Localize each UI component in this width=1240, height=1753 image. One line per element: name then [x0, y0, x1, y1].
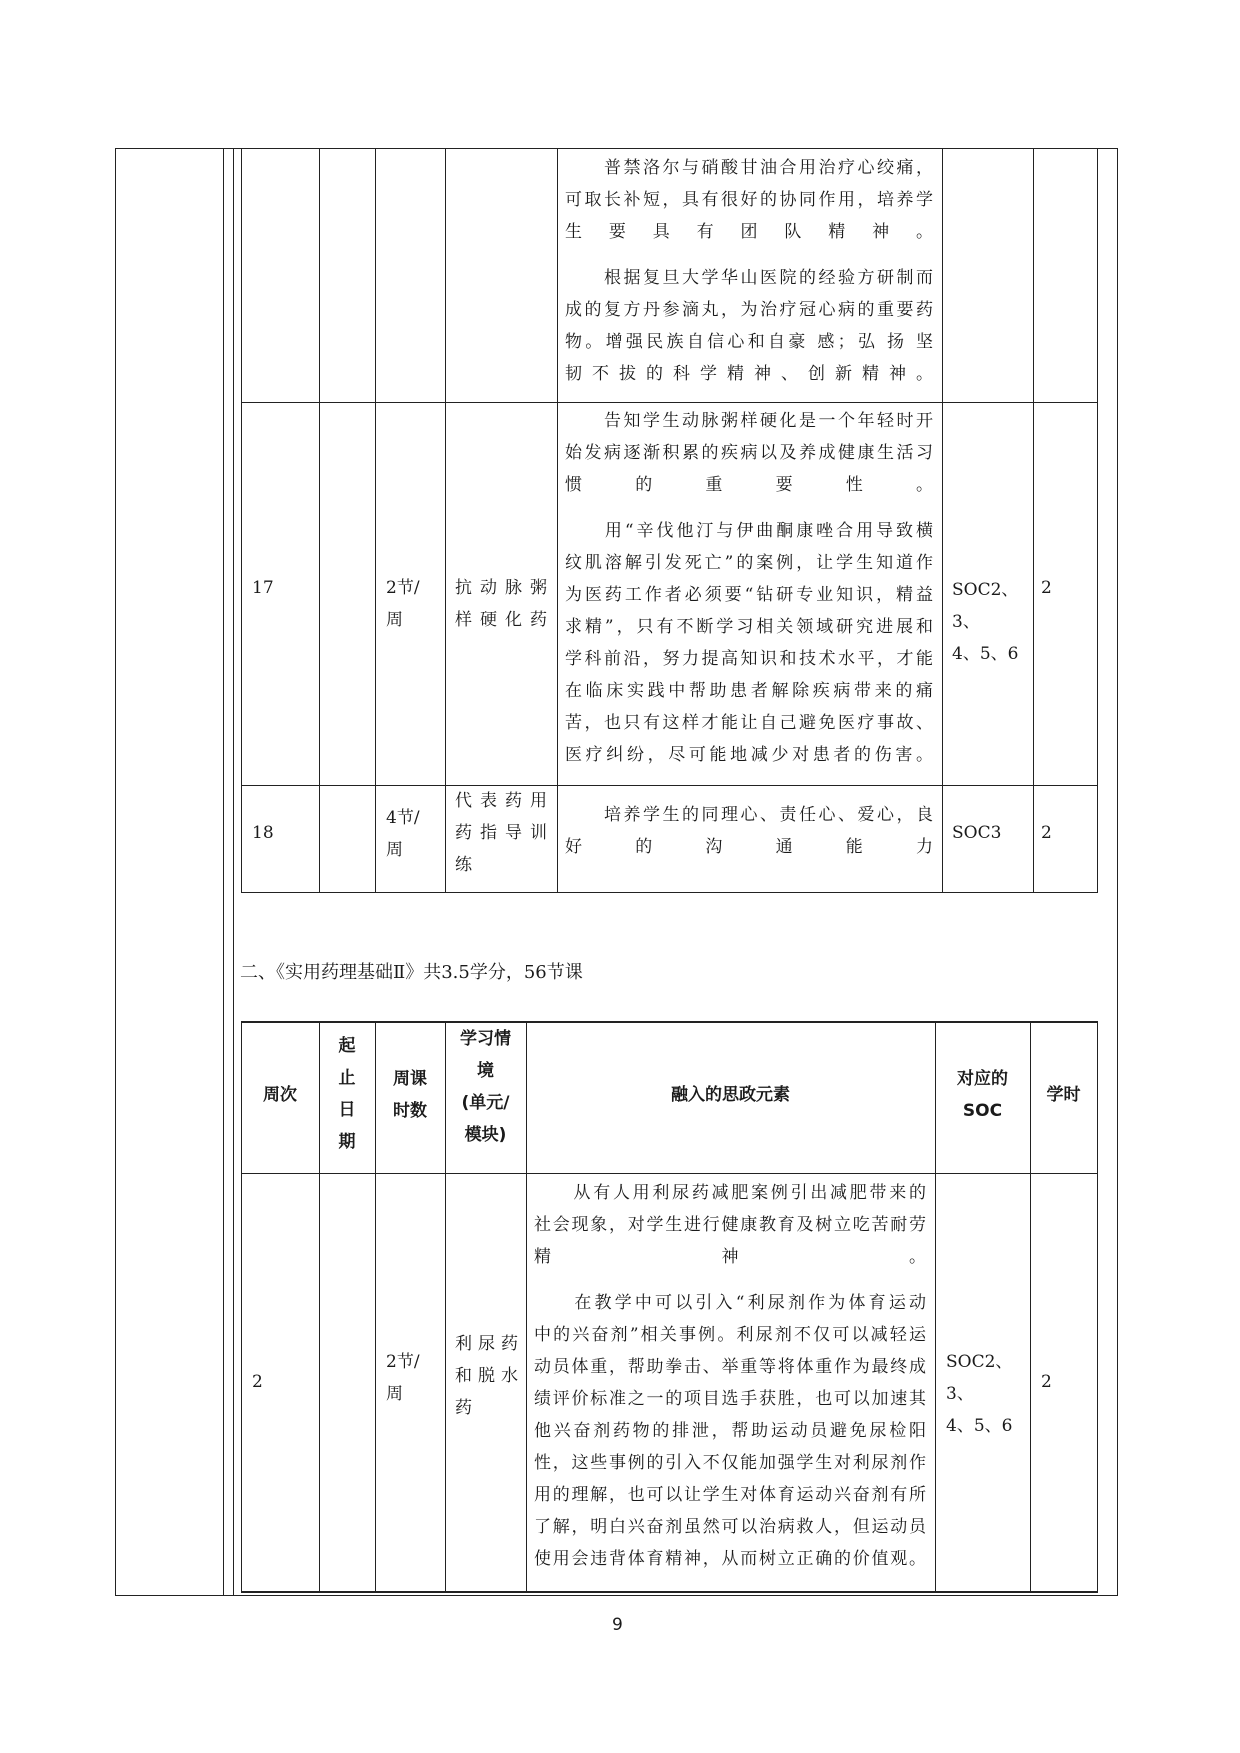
header-dates: 起 止 日 期 — [338, 1036, 356, 1152]
credit-hours-cell: 2 — [1041, 823, 1052, 843]
credit-hours-cell: 2 — [1041, 1372, 1052, 1392]
credit-hours-cell: 2 — [1041, 578, 1052, 598]
module-cell: 抗动脉粥 样硬化药 — [455, 578, 547, 630]
outer-frame-top — [115, 148, 1118, 149]
soc-cell: SOC3 — [952, 823, 1002, 843]
hours-per-week-cell: 4节/ 周 — [386, 808, 420, 860]
header-module: 学习情 境 (单元/ 模块) — [460, 1029, 511, 1145]
ideology-paragraph: 用“辛伐他汀与伊曲酮康唑合用导致横 纹肌溶解引发死亡”的案例，让学生知道作 为医药工作者必须要“钻研专业知识，精益 求精”，只有不断学习相关领域研究进展和 学科前沿，努力提高知识和技术水平，才能 在临床实践中帮助患者解除疾病带来的痛 苦，也只有这样才能让自己避免医疗事故、 医疗纠纷，尽可能地减少对患者的伤害。 — [565, 521, 933, 765]
week-cell: 17 — [252, 578, 274, 598]
ideology-paragraph: 从有人用利尿药减肥案例引出减肥带来的 社会现象，对学生进行健康教育及树立吃苦耐劳 精神。 — [534, 1183, 926, 1267]
module-cell: 利尿药 和脱水 药 — [455, 1334, 518, 1418]
soc-cell: SOC2、3、 4、5、6 — [946, 1352, 1013, 1436]
header-hours-per-week: 周课 时数 — [393, 1069, 427, 1121]
ideology-paragraph: 培养学生的同理心、责任心、爱心，良 好的沟通能力 — [565, 805, 933, 857]
section-heading: 二、《实用药理基础Ⅱ》共3.5学分，56节课 — [240, 962, 583, 983]
module-cell: 代表药用 药指导训 练 — [455, 791, 547, 875]
week-cell: 18 — [252, 823, 274, 843]
page-number: 9 — [612, 1615, 623, 1635]
hours-per-week-cell: 2节/ 周 — [386, 578, 420, 630]
header-week: 周次 — [263, 1085, 297, 1105]
outer-frame-divider-b — [233, 148, 234, 1596]
outer-frame-divider-a — [223, 148, 224, 1596]
outer-frame-right — [1117, 148, 1118, 1596]
header-soc: 对应的 SOC — [957, 1069, 1008, 1121]
outer-frame-bottom — [115, 1595, 1118, 1596]
ideology-paragraph: 普禁洛尔与硝酸甘油合用治疗心绞痛， 可取长补短，具有很好的协同作用，培养学 生要具有团队精神。 — [565, 158, 933, 242]
hours-per-week-cell: 2节/ 周 — [386, 1352, 420, 1404]
outer-frame-left — [115, 148, 116, 1596]
soc-cell: SOC2、3、 4、5、6 — [952, 580, 1019, 664]
ideology-paragraph: 在教学中可以引入“利尿剂作为体育运动 中的兴奋剂”相关事例。利尿剂不仅可以减轻运 动员体重，帮助拳击、举重等将体重作为最终成 绩评价标准之一的项目选手获胜，也可以加速其 他兴奋剂药物的排泄，帮助运动员避免尿检阳 性，这些事例的引入不仅能加强学生对利尿剂作 用的理解，也可以让学生对体育运动兴奋剂有所 了解，明白兴奋剂虽然可以治病救人，但运动员 使用会违背体育精神，从而树立正确的价值观。 — [534, 1293, 926, 1569]
ideology-paragraph: 告知学生动脉粥样硬化是一个年轻时开 始发病逐渐积累的疾病以及养成健康生活习 惯的重要性。 — [565, 411, 933, 495]
header-credit-hours: 学时 — [1046, 1085, 1081, 1105]
header-ideology-elements: 融入的思政元素 — [671, 1085, 790, 1105]
ideology-paragraph: 根据复旦大学华山医院的经验方研制而 成的复方丹参滴丸，为治疗冠心病的重要药 物。增强民族自信心和自豪 感；弘 扬 坚 韧不拔的科学精神、创新精神。 — [565, 268, 933, 384]
week-cell: 2 — [252, 1372, 263, 1392]
